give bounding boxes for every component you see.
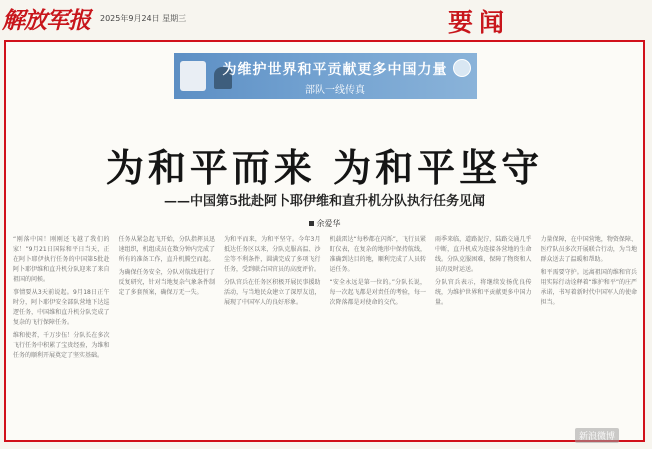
body-column bbox=[435, 235, 532, 435]
body-column bbox=[541, 235, 638, 435]
watermark: 新浪微博 bbox=[575, 428, 619, 443]
un-emblem-icon bbox=[453, 59, 471, 77]
paragraph: 力量保障，在中国营地，物资保障、医疗队员多次开展联合行动，为当地群众送去了温暖和帮助。 bbox=[540, 236, 637, 263]
paragraph: 任务从紧急起飞开始，分队指挥员迅速组织，机组成员在数分钟内完成了所有的准备工作，直升机腾空而起。 bbox=[118, 236, 215, 263]
body-column bbox=[13, 235, 110, 435]
column-banner bbox=[174, 53, 477, 99]
paragraph: 和平需要守护。远离祖国的维和官兵用实际行动诠释着“维护和平”的庄严承诺，书写着新时代中国军人的使命担当。 bbox=[540, 269, 637, 306]
byline-square-icon bbox=[309, 221, 314, 226]
paragraph: 机载雷达“每秒都在闪烁”，飞行员紧盯仪表，在复杂的地形中保持航线，准确到达目的地，顺利完成了人员转运任务。 bbox=[329, 236, 426, 273]
body-column bbox=[119, 235, 216, 435]
byline-author: 余爱华 bbox=[316, 219, 341, 228]
article-byline bbox=[6, 218, 643, 229]
paragraph: 分队官兵在任务区积极开展民事援助活动，与当地民众建立了深厚友谊，展现了中国军人的良好形象。 bbox=[224, 279, 321, 306]
article-headline: 为和平而来 为和平坚守 bbox=[105, 145, 544, 190]
banner-title: 为维护世界和平贡献更多中国力量 bbox=[222, 62, 448, 78]
body-column bbox=[330, 235, 427, 435]
paragraph: “安全永远是第一位的。”分队长说，每一次起飞都是对责任的考验，每一次降落都是对使命的交代。 bbox=[329, 279, 426, 306]
paragraph: 为和平而来，为和平坚守。今年3月抵达任务区以来，分队克服高温、沙尘等不利条件，圆满完成了多项飞行任务，受到联合国官员的高度评价。 bbox=[224, 236, 321, 273]
newspaper-logo: 解放军报 bbox=[2, 7, 90, 34]
paragraph: 分队官兵表示，将继续发扬优良传统，为维护世界和平贡献更多中国力量。 bbox=[435, 279, 532, 306]
article-subhead: ——中国第5批赴阿卜耶伊维和直升机分队执行任务见闻 bbox=[163, 194, 486, 209]
article-frame bbox=[4, 40, 645, 442]
masthead bbox=[0, 0, 652, 40]
section-title: 要闻 bbox=[448, 8, 511, 37]
paragraph: “刚落中国！刚刚还飞越了我们的家！”9月21日国际和平日当天，正在阿卜耶伊执行任务的中国第5批赴阿卜耶伊维和直升机分队迎来了来自祖国的问候。 bbox=[13, 236, 110, 283]
issue-date: 2025年9月24日 星期三 bbox=[100, 14, 187, 23]
body-column bbox=[224, 235, 321, 435]
banner-subtitle: 部队一线传真 bbox=[305, 85, 365, 96]
paragraph: 为确保任务安全，分队对航线进行了反复研究，针对当地复杂气象条件制定了多套预案，确保万无一失。 bbox=[118, 269, 215, 296]
article-body bbox=[13, 235, 637, 435]
paragraph: 维和使者，千万步伍！分队长在多次飞行任务中积累了宝贵经验，为维和任务的顺利开展奠定了坚实基础。 bbox=[13, 332, 110, 359]
helicopter-photo-icon bbox=[180, 61, 206, 91]
paragraph: 雨季来临，道路泥泞，陆路交通几乎中断，直升机成为连接各营地的生命线。分队克服困难，保障了物资和人员的及时运送。 bbox=[435, 236, 532, 273]
paragraph: 事情要从3天前说起。9月18日正午时分，阿卜耶伊安全部队营地下达巡逻任务，中国维和直升机分队完成了复杂的飞行保障任务。 bbox=[13, 289, 110, 326]
